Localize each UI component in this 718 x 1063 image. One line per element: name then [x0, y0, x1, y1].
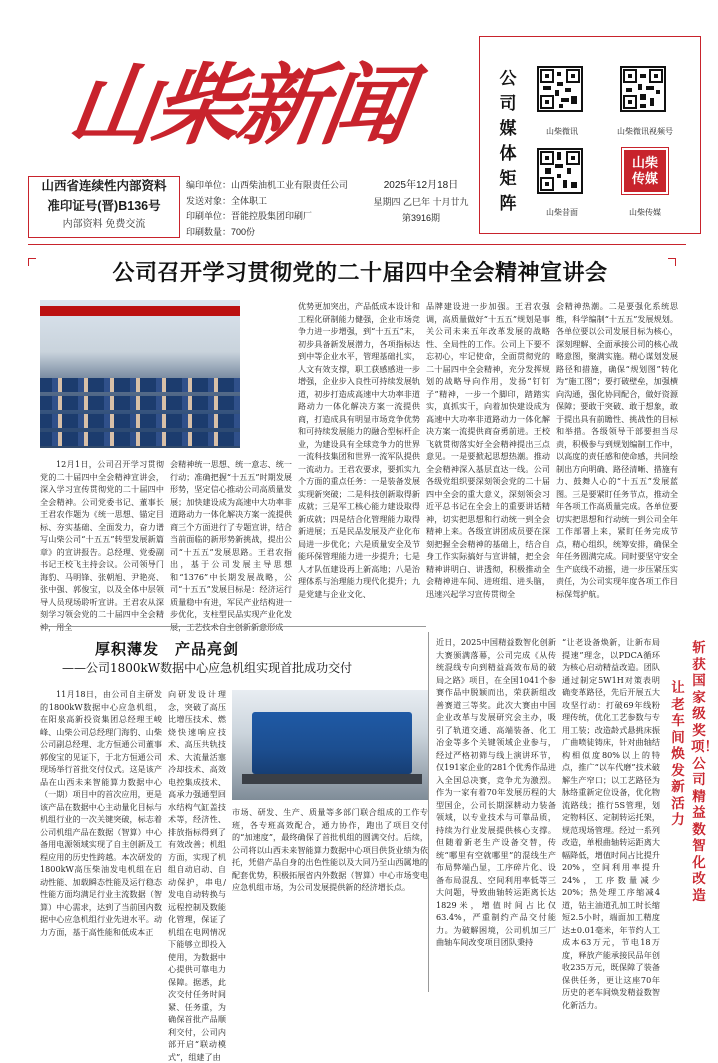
meeting-photo — [40, 300, 240, 448]
story1-column-1: 12月1日，公司召开学习贯彻党的二十届四中全会精神宣讲会，深入学习宣传贯彻党的二十届四中全会精神。公司党委书记、董事长王君农作题为《统一思想、锚定目标、夯实基础、全面发力，奋力谱写山柴公司“十五五”转型发展新篇章》的宣讲报告。总经理、党委副书记王校飞主持会议。公司领导门海豹、马明锋、张朝旭、尹艳亮、张中强、郭俊宝，以及全体中层领导人员现场聆听宣讲。王君农从深刻学习领会党的二十届四中全会精 — [40, 459, 164, 619]
issue-number: 第3916期 — [401, 213, 441, 223]
story1-column-2: 会精神统一思想、统一意志、统一行动；准确把握“十五五”时期发展形势，坚定信心推动公司高质量发展；加快建设成为高速中大功率非道路动力一体化解决方案一流提供商三个方面进行了专题宣讲，结合当前面临的新形势新挑战，提出公司“十五五”发展思路。王君农指出，基于公司发展主导思想和“1376”中长期发展战略，公司“十五五”发展目标是：经济运行质量稳中有进，军民产业结构进一步优化，支柱型民品实现产业化发 — [170, 459, 292, 619]
column-rule — [428, 632, 429, 992]
media-matrix-title: 公司媒体矩阵 — [499, 69, 517, 213]
story2-subheadline: ——公司1800kW数据中心应急机组实现首批成功交付 — [62, 661, 353, 675]
license-line-3: 内部资料 免费交流 — [62, 219, 146, 230]
story3-headline-1: 斩获国家级奖项！公司精益数智化改造 — [691, 640, 718, 903]
story1-column-3: 优势更加突出，产品低成本设计和工程化研制能力健强，企业市场竞争力进一步增强，到“十五五”末，初步具备新发展潜力，各项指标达到中等企业水平，管理基础扎实，人文有效支撑，职工获感感进一步增强，企业步入良性可持续发展轨道，初步打造成高速中大功率非道路动力一体化解决方案一流提供商，打造成具有明显市场竞争优势和可持续发展能力的融合型标杆企业，为建设具有全球竞争力的世界一流科技集团和世界一流军队提供一流动力。王君农要求，要抓实九个方面的重点任务：一是装备发展实现新突破；二是科技创新取得新成就；三是军工核心能力建设取得新成就；四是结合化管理能力取得新进展；五是民品发展及产业化布局进一步优化；六是质量安全及节能环保管理能力进一步提升；七是人才队伍建设再上新高地；八是治理体系与治理能力现代化提升；九是党建与企业文化、 — [298, 301, 420, 599]
qr-code-icon[interactable] — [620, 66, 666, 112]
newspaper-title: 山柴新闻 — [62, 53, 414, 157]
issue-date: 2025年12月18日 — [383, 180, 459, 191]
story2-column-1: 11月18日，由公司自主研发的1800kW数据中心应急机组，在阳泉高新投资集团总经理王峻峰、山柴公司总经理门海豹、山柴公司副总经理、北方恒通公司董事郭俊宝的见证下，于北方恒通公司现场举行首批交付仪式。这是该产品在山西未来智能算力数据中心（一期）项目中的首次应用，更是该产品在数据中心主动量化目标与机组行业的一次关键突破，标志着公司机组产品在数据（智算）中心备用电源领域实现了自主创新及工程应用的历史性跨越。本次研发的1800kW高压柴油发电机组在启动性能、加载瞬态性能及运行稳态性能方面均满足行业主流数据（智算）中心需求，达到了当前国内数据中心应急机组行业先进水平。动力方面，基于高性能和低成本正 — [40, 689, 162, 937]
story2-headline: 厚积薄发 产品亮剑 — [95, 640, 240, 658]
masthead-divider — [28, 244, 686, 245]
story3-headline-2: 让老车间焕发新活力 — [671, 680, 685, 827]
story1-column-4: 品牌建设进一步加强。王君农强调，高质量做好“十五五”规划是事关公司未来五年改革发展的战略性、全局性的工作。公司上下要不忘初心，牢记使命，全面贯彻党的二十届四中全会精神，充分发挥规划的战略导向作用，发扬“钉钉子”精神，一步一个脚印，踏踏实实，真抓实干，向着加快建设成为高速中大功率非道路动力一体化解决方案一流提供商奋勇前进。王校飞就贯彻落实好全会精神提出三点意见。一是要掀起思想热潮。推动全会精神深入基层直达一线。公司各级党组织要深刻领会党的二十届四中全会的重大意义，深刻领会习近平总书记在全会上的重要讲话精神，切实把思想和行动统一到全会精神上来。各级宣讲团成员要在深刻把握全会精神的基础上，结合自身工作实际搞好与宣讲辅，把全会精神讲明白、讲透彻，积极推动全会精神进车间、进班组、进头脑，迅速兴起学习宣传贯彻全 — [426, 301, 550, 599]
logo-text: 山柴传媒 — [631, 155, 658, 186]
license-box — [28, 176, 180, 238]
license-line-1: 山西省连续性内部资料 — [41, 179, 167, 193]
lunar-date: 星期四 乙巳年 十月廿九 — [373, 197, 469, 207]
qr-label-media: 山柴传媒 — [629, 208, 661, 217]
publisher-line: 编印单位：山西柴油机工业有限责任公司 — [186, 180, 349, 190]
license-line-2: 准印证号(晋)B136号 — [47, 199, 161, 213]
section-divider — [40, 626, 426, 627]
story1-column-5: 会精神热潮。二是要强化系统思维，科学编制“十五五”发展规划。各单位要以公司发展目标为核心，深刻理解、全面承接公司的核心战略意图，聚满实施。精心谋划发展路径和措施，确保“规划图”转化为“施工图”；要打破壁垒，加强横向沟通，强化协同配合，做好资源保障；要敢于突破、敢于想象，敢于提出具有前瞻性、挑战性的目标和举措。各级领导干部要担当尽责，积极参与到规划编制工作中，以高度的责任感和使命感，共同绘制出方向明确、路径清晰、措施有力、鼓舞人心的“十五五”发展蓝图。三是要紧盯任务节点，推动全年各项工作高质量完成。各单位要切实把思想和行动统一到公司全年工作部署上来，紧盯任务完成节点，精心组织，统筹安排，确保全年任务圆满完成。同时要坚守安全生产底线不动摇，进一步压紧压实责任，为公司实现年度各项工作目标保驾护航。 — [556, 301, 678, 599]
printer-line: 印刷单位：晋能控股集团印刷厂 — [186, 211, 313, 221]
corner-ornament — [28, 258, 36, 266]
story3-column-1: 近日，2025中国精益数智化创新大赛颁满落幕，公司完成《从传统混线专向到精益高效布局的破局之路》项目，在全国1041个参赛作品中脱颖而出，荣获新组改善赛道三等奖。此次大赛由中国企业改革与发展研究会主办，吸引了轨道交通、高端装备、化工冶金等多个关键领域企业参与，经过严格初筛与线上演讲环节，仅191家企业的281个优秀作品进入全国总决赛，竞争尤为激烈。作为一家有着70年发展历程的大型国企，公司长期深耕动力装备领域，以专业技术与可靠品质，持续为行业发展提供核心支撑。但随着新老生产设备交替，传统“哪里有空就哪里”的混线生产布局弊端凸显，工序碎片化、设备布局混乱、空间利用率低等三大问题，导致曲轴转运距离长达1829米，增值时间占比仅63.4%，严重制约产品交付能力。为破解困境，公司机加三厂曲轴车间改变项目团队秉持 — [436, 637, 556, 947]
qr-code-icon[interactable] — [537, 66, 583, 112]
publication-info — [186, 178, 376, 240]
story2-column-3: 市场、研发、生产、质量等多部门联合组成的工作专班，各专班高效配合，通力协作，跑出了项目交付的“加速度”，最终确保了首批机组的圆满交付。后续，公司将以山西未来智能算力数据中心项目供货业绩为依托，凭借产品自身的出色性能以及大同乃至山西属地的配套优势，积极拓展省内外数据（智算）中心市场变电应急机组市场，为公司发展提供新的经济增长点。 — [232, 807, 428, 892]
qr-label-screen: 山柴昔面 — [546, 208, 578, 217]
story1-headline: 公司召开学习贯彻党的二十届四中全会精神宣讲会 — [112, 260, 608, 285]
print-run-line: 印刷数量：700份 — [186, 226, 256, 237]
shanchai-media-logo[interactable] — [622, 148, 668, 194]
story3-column-2: “让老设备焕新，让新布局提速”理念，以PDCA循环为核心启动精益改造。团队通过制定5W1H对策表明确变革路径，先后开展五大攻坚行动：打破69年线粉理传统，优化工艺参数与专用工装；改造龄式悬挑床振广曲喷徒铸床，针对曲轴结构相似度80%以上的特点，推广“以车代磨”技术破解生产窄口；以工艺路径为脉络重新定位设备，优化物流路线；推行5S管理，划定物料区、定制转运托架，规范现场管理。经过一系列改造，单根曲轴转运距离大幅降低，增值时间占比提升20%，空间利用率提升24%，工序数量减少20%；热处理工序缩减4道，钻主油道孔加工时长缩短2.5小时，端面加工精度达±0.01毫米，年节约人工成本63万元，节电18万度，释放产能承接民品年创收235万元，既保障了装备保供任务，更让这座70年历史的老车间焕发精益数智化新活力。 — [562, 637, 660, 1010]
audience-line: 发送对象：全体职工 — [186, 195, 268, 206]
story2-column-2: 向研发设计理念，突破了高压比增压技术、燃烧快速响应技术、高压共轨技术、大流量活塞冷却技术、高效电控集成技术、高承力强通型回水结构气缸盖技术等，经济性、排放指标得到了有效改善；机组方面，实现了机组自动启动、自动保护，串电/发电自动转换与远程控制及数能化管理，保证了机组在电网情况下能够立即投入使用，为数据中心提供可靠电力保障。据悉，此次交付任务时间紧、任务重，为确保首批产品顺利交付，公司内部开启“联动模式”，组建了由 — [168, 689, 226, 1062]
qr-label-weixun: 山柴微讯 — [546, 127, 578, 136]
generator-photo — [232, 690, 428, 800]
date-block — [366, 178, 476, 226]
qr-label-video: 山柴微讯视频号 — [617, 127, 673, 136]
qr-code-icon[interactable] — [537, 148, 583, 194]
